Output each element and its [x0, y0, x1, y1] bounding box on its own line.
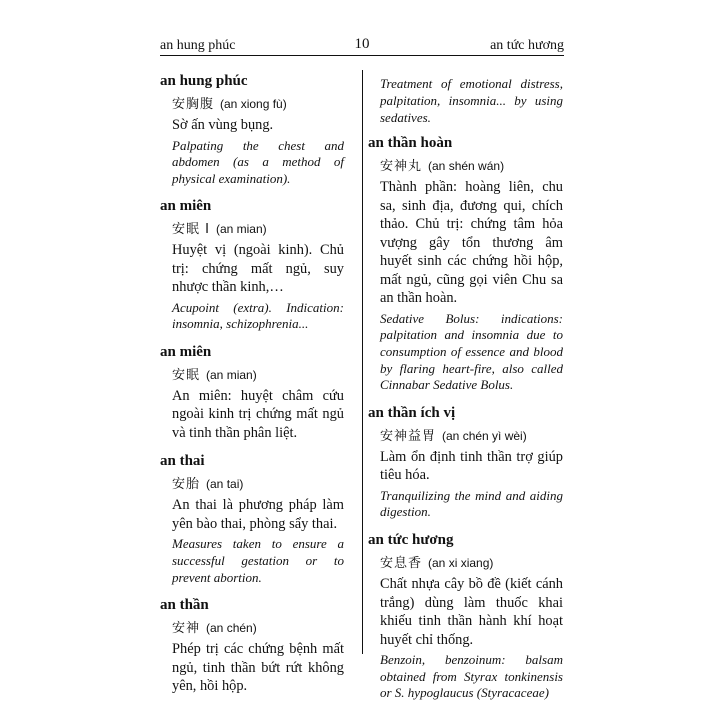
entry-chinese	[380, 427, 563, 446]
entry-an-than	[160, 596, 344, 696]
page-number: 10	[354, 36, 370, 52]
entry-an-than-hoan	[368, 134, 563, 393]
entry-chinese	[172, 475, 344, 494]
english-definition: Sedative Bolus: indications: palpitation and insomnia due to consumption of essence and blood by flaring heart-fire, also called Cinnabar Sedative Bolus.	[380, 310, 563, 393]
header-rule	[160, 55, 564, 56]
chinese-characters: 安眠 I	[172, 222, 210, 238]
english-definition: Acupoint (extra). Indication: insomnia, schizophrenia...	[172, 299, 344, 332]
vietnamese-definition: Chất nhựa cây bồ đề (kiết cánh trắng) dùng làm thuốc khai khiếu tinh thần hành khí hoạt huyết chỉ thống.	[380, 576, 563, 648]
entry-headword: an thần hoàn	[368, 135, 453, 152]
entry-an-hung-phuc	[160, 72, 344, 187]
entry-headword: an tức hương	[368, 532, 454, 549]
entry-headword: an hung phúc	[160, 73, 248, 89]
chinese-characters: 安神丸	[380, 159, 423, 175]
english-definition: Palpating the chest and abdomen (as a method of physical examination).	[172, 137, 344, 186]
chinese-characters: 安神	[172, 621, 201, 637]
pinyin: (an shén wán)	[428, 159, 505, 174]
vietnamese-definition: Làm ổn định tinh thần trợ giúp tiêu hóa.	[380, 448, 563, 484]
english-definition: Tranquilizing the mind and aiding digestion.	[380, 487, 563, 520]
left-column	[160, 70, 344, 706]
chinese-characters: 安胸腹	[172, 97, 215, 112]
entry-headword: an miên	[160, 198, 212, 215]
english-definition: Benzoin, benzoinum: balsam obtained from Styrax tonkinensis or S. hypoglaucus (Styracaceae)	[380, 652, 563, 701]
pinyin: (an mian)	[206, 367, 257, 382]
chinese-characters: 安胎	[172, 477, 201, 493]
right-column	[368, 70, 563, 712]
entry-chinese	[172, 366, 344, 385]
entry-headword: an thần ích vị	[368, 404, 456, 421]
entry-an-mien-1	[160, 197, 344, 333]
pinyin: (an xi xiang)	[428, 556, 494, 571]
pinyin: (an mian)	[215, 222, 267, 237]
pinyin: (an tai)	[206, 477, 244, 492]
chinese-characters: 安神益胃	[380, 428, 437, 444]
running-header	[160, 30, 564, 54]
vietnamese-definition: Thành phần: hoàng liên, chu sa, sinh địa, đương qui, chích thảo. Chủ trị: chứng tâm hỏa vượng gây tổn thương âm huyết sinh các chứng hồi hộp, mất ngủ, cũng gọi viên Chu sa an thần hoàn.	[380, 179, 563, 307]
entry-chinese	[172, 220, 344, 239]
entry-an-mien-2	[160, 343, 344, 443]
header-first-headword: an hung phúc	[160, 38, 236, 53]
entry-headword: an thần	[160, 597, 209, 614]
entry-chinese	[380, 157, 563, 176]
vietnamese-definition: An thai là phương pháp làm yên bào thai, phòng sẩy thai.	[172, 497, 344, 532]
chinese-characters: 安眠	[172, 367, 201, 383]
entry-chinese	[380, 554, 563, 573]
vietnamese-definition: Huyệt vị (ngoài kinh). Chủ trị: chứng mất ngủ, suy nhược thần kinh,…	[172, 242, 344, 296]
entry-headword: an thai	[160, 453, 205, 470]
entry-chinese	[172, 619, 344, 638]
vietnamese-definition: Phép trị các chứng bệnh mất ngủ, tinh thần bứt rứt không yên, hồi hộp.	[172, 641, 344, 695]
continued-english-definition: Treatment of emotional distress, palpitation, insomnia... by using sedatives.	[380, 76, 563, 125]
entry-headword: an miên	[160, 343, 212, 360]
header-last-headword: an tức hương	[490, 38, 564, 53]
entry-chinese	[172, 95, 344, 114]
pinyin: (an chén)	[206, 621, 257, 636]
entry-an-tuc-huong	[368, 531, 563, 702]
entry-an-thai	[160, 452, 344, 586]
pinyin: (an xiong fù)	[220, 97, 287, 111]
vietnamese-definition: An miên: huyệt châm cứu ngoài kinh trị chứng mất ngủ và tinh thần phân liệt.	[172, 387, 344, 441]
vietnamese-definition: Sờ ấn vùng bụng.	[172, 117, 274, 133]
entry-an-than-ich-vi	[368, 404, 563, 521]
pinyin: (an chén yì wèi)	[442, 428, 527, 443]
chinese-characters: 安息香	[380, 556, 423, 572]
english-definition: Measures taken to ensure a successful gestation or to prevent abortion.	[172, 536, 344, 585]
column-divider	[362, 70, 363, 654]
